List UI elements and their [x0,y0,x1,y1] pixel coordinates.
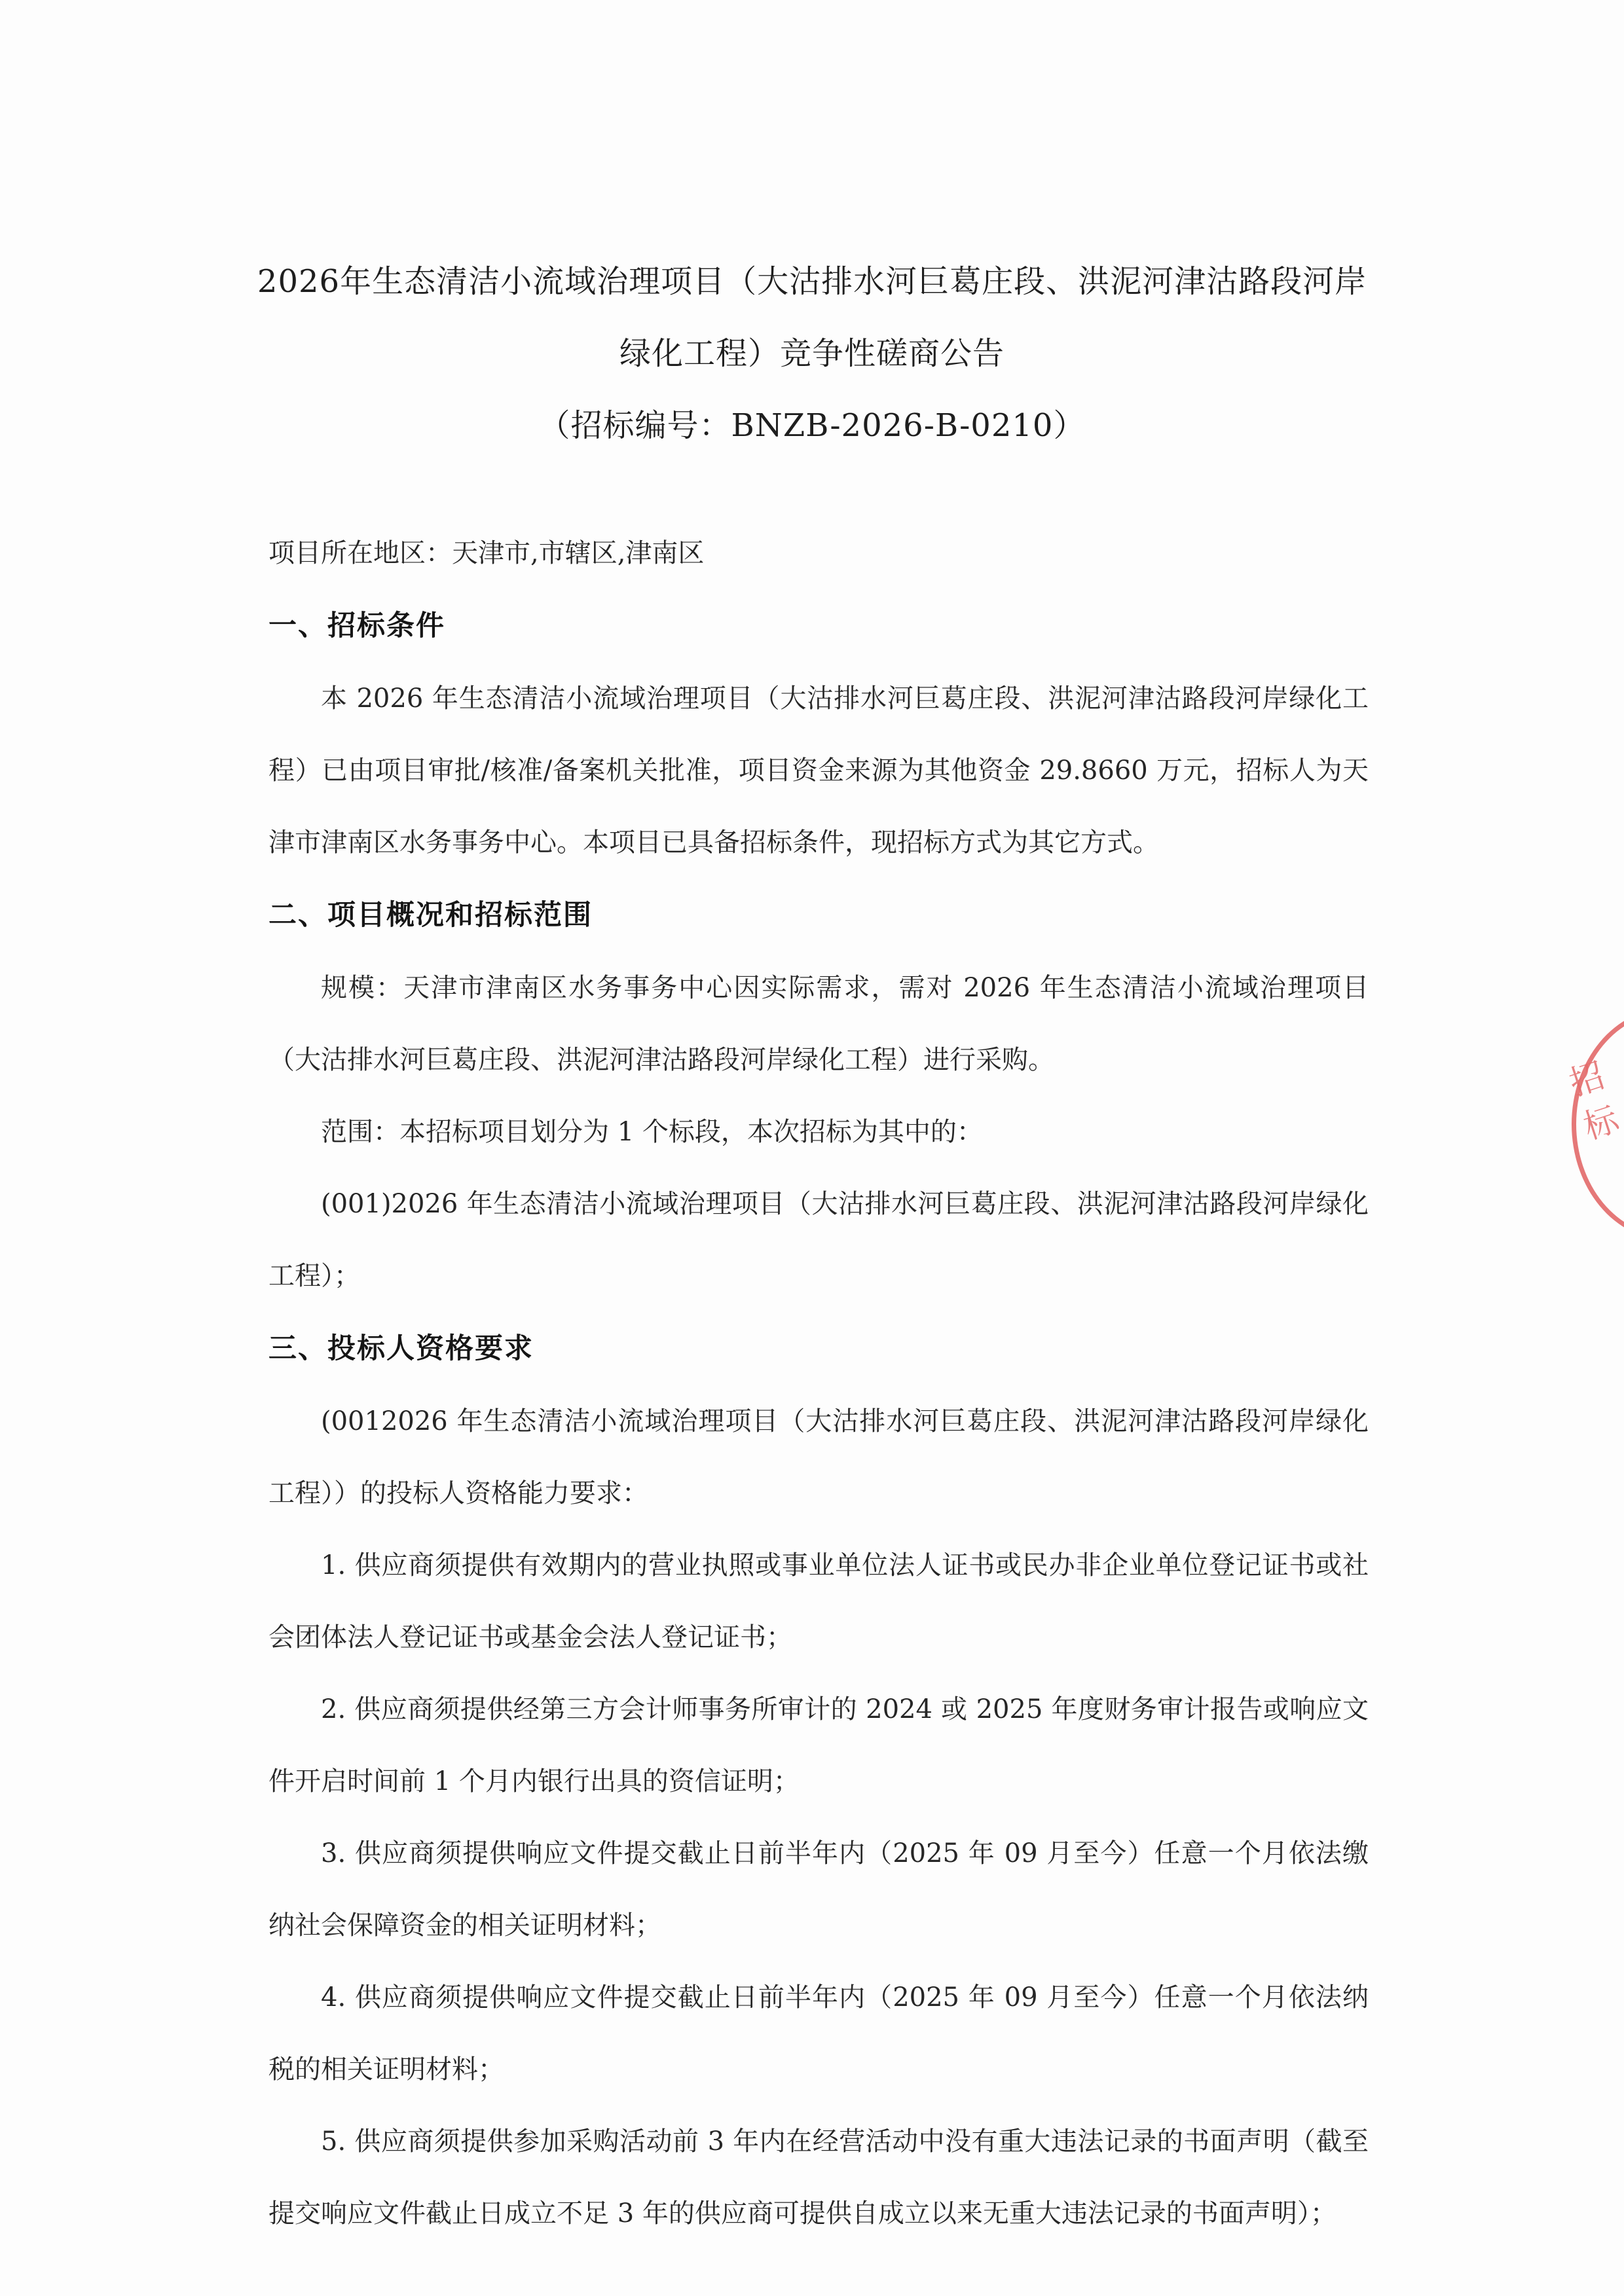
section-heading-bidder-qualifications: 三、投标人资格要求 [268,1332,534,1365]
tender-number: （招标编号：BNZB-2026-B-0210） [538,407,1086,444]
section-heading-project-overview: 二、项目概况和招标范围 [268,899,593,932]
title-line-2: 绿化工程）竞争性磋商公告 [619,335,1005,372]
document-body [268,517,1369,2250]
qualification-intro: (0012026 年生态清洁小流域治理项目（大沽排水河巨葛庄段、洪泥河津沽路段河岸绿化工程））的投标人资格能力要求： [268,1406,1369,1508]
requirement-1: 1. 供应商须提供有效期内的营业执照或事业单位法人证书或民办非企业单位登记证书或社会团体法人登记证书或基金会法人登记证书； [268,1550,1369,1652]
requirement-3: 3. 供应商须提供响应文件提交截止日前半年内（2025 年 09 月至今）任意一个月依法缴纳社会保障资金的相关证明材料； [268,1838,1369,1941]
section-heading-tender-conditions: 一、招标条件 [268,610,445,642]
tender-conditions-paragraph: 本 2026 年生态清洁小流域治理项目（大沽排水河巨葛庄段、洪泥河津沽路段河岸绿化工程）已由项目审批/核准/备案机关批准，项目资金来源为其他资金 29.8660 万元，招标人为天津市津南区水务事务中心。本项目已具备招标条件，现招标方式为其它方式。 [268,683,1369,858]
requirement-4: 4. 供应商须提供响应文件提交截止日前半年内（2025 年 09 月至今）任意一个月依法纳税的相关证明材料； [268,1982,1369,2085]
requirement-5: 5. 供应商须提供参加采购活动前 3 年内在经营活动中没有重大违法记录的书面声明（截至提交响应文件截止日成立不足 3 年的供应商可提供自成立以来无重大违法记录的书面声明）； [268,2126,1369,2229]
seal-text: 招标 [1564,1055,1624,1148]
announcement-title [249,246,1375,462]
lot-paragraph: (001)2026 年生态清洁小流域治理项目（大沽排水河巨葛庄段、洪泥河津沽路段河岸绿化工程）； [268,1189,1369,1291]
title-line-1: 2026年生态清洁小流域治理项目（大沽排水河巨葛庄段、洪泥河津沽路段河岸 [257,263,1367,300]
scale-paragraph: 规模：天津市津南区水务事务中心因实际需求，需对 2026 年生态清洁小流域治理项目（大沽排水河巨葛庄段、洪泥河津沽路段河岸绿化工程）进行采购。 [268,973,1369,1075]
project-location: 项目所在地区：天津市,市辖区,津南区 [268,538,705,568]
requirement-2: 2. 供应商须提供经第三方会计师事务所审计的 2024 或 2025 年度财务审计报告或响应文件开启时间前 1 个月内银行出具的资信证明； [268,1694,1369,1796]
scope-paragraph: 范围：本招标项目划分为 1 个标段，本次招标为其中的： [321,1117,983,1147]
